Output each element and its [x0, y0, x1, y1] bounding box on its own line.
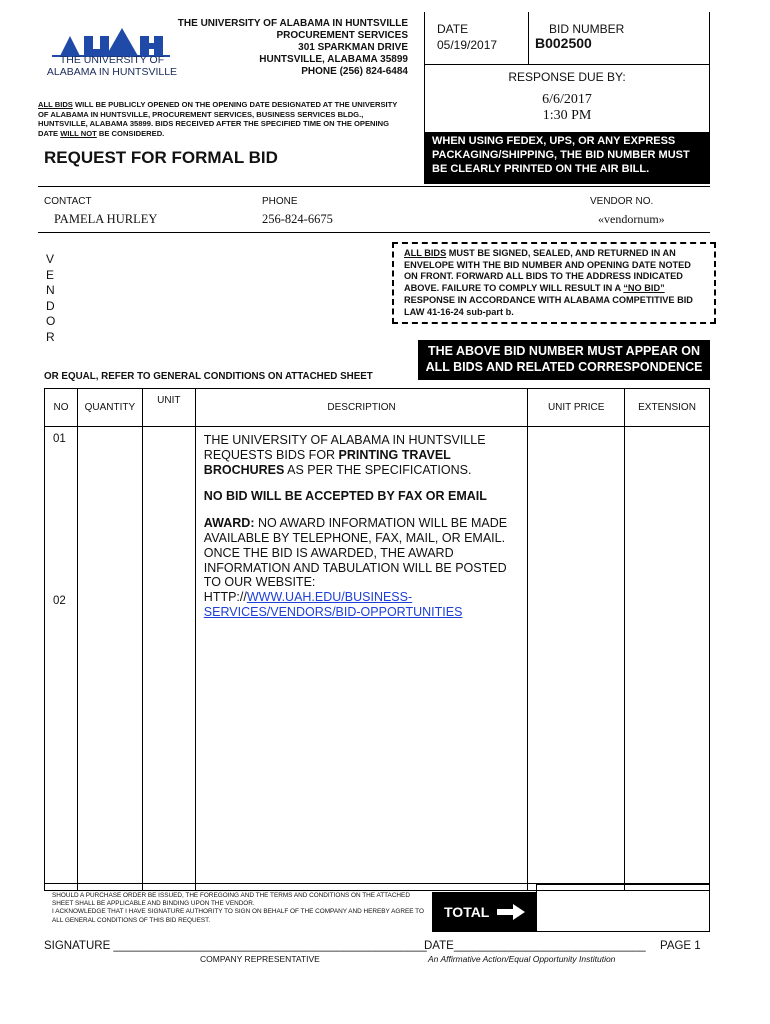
sealed-no-bid: “NO BID” — [623, 283, 665, 294]
col-header-quantity: QUANTITY — [77, 389, 142, 427]
notice-all-bids: ALL BIDS — [38, 100, 73, 109]
vendor-letter: O — [46, 314, 56, 328]
bid-opportunities-link[interactable]: WWW.UAH.EDU/BUSINESS-SERVICES/VENDORS/BID-OPPORTUNITIES — [203, 590, 463, 619]
signature-line[interactable]: SIGNATURE _________________________________________________ — [44, 940, 427, 952]
arrow-right-icon — [497, 904, 525, 920]
total-amount-field[interactable] — [536, 884, 710, 932]
bid-number-label: BID NUMBER — [549, 22, 625, 36]
logo-text — [42, 54, 182, 78]
extension-cell[interactable] — [625, 427, 710, 891]
acknowledgement-text: I ACKNOWLEDGE THAT I HAVE SIGNATURE AUTHORITY TO SIGN ON BEHALF OF THE COMPANY AND HEREBY AGREE TO ALL GENERAL CONDITIONS OF THIS BID REQUEST. — [52, 908, 424, 924]
unit-price-cell[interactable] — [528, 427, 625, 891]
vendor-no-label: VENDOR NO. — [590, 196, 654, 207]
logo-line-1: THE UNIVERSITY OF — [59, 54, 165, 66]
no-fax-notice: NO BID WILL BE ACCEPTED BY FAX OR EMAIL — [203, 489, 487, 504]
contact-name: PAMELA HURLEY — [54, 212, 158, 226]
or-equal-note: OR EQUAL, REFER TO GENERAL CONDITIONS ON ATTACHED SHEET — [44, 371, 373, 382]
address-line: 301 SPARKMAN DRIVE — [298, 42, 408, 53]
unit-cell[interactable] — [142, 427, 195, 891]
date-bid-box — [424, 12, 710, 65]
notice-will-not: WILL NOT — [60, 128, 97, 138]
response-due-date: 6/6/2017 — [542, 92, 592, 107]
award-info — [204, 516, 520, 620]
institution-address — [172, 18, 408, 78]
award-label: AWARD: — [203, 516, 255, 531]
divider — [38, 186, 710, 187]
total-label-box — [432, 892, 536, 932]
address-line: PROCUREMENT SERVICES — [276, 30, 408, 41]
url-prefix: HTTP:// — [203, 590, 247, 605]
page-number: PAGE 1 — [660, 940, 701, 952]
vendor-number: «vendornum» — [598, 212, 665, 226]
vendor-vertical-label — [46, 252, 66, 345]
sealed-bid-notice — [392, 242, 716, 324]
vendor-letter: D — [46, 298, 55, 313]
col-header-no: NO — [45, 389, 78, 427]
divider — [38, 232, 710, 233]
contact-phone: 256-824-6675 — [262, 212, 333, 226]
eeo-statement: An Affirmative Action/Equal Opportunity Institution — [428, 954, 616, 964]
intro-bold: PRINTING TRAVEL BROCHURES — [203, 447, 451, 477]
sealed-tail: RESPONSE IN ACCORDANCE WITH ALABAMA COMPETITIVE BID LAW 41-16-24 sub-part b. — [404, 294, 693, 317]
address-line: THE UNIVERSITY OF ALABAMA IN HUNTSVILLE — [177, 18, 408, 29]
vendor-letter: V — [46, 252, 55, 266]
response-due-label: RESPONSE DUE BY: — [508, 70, 626, 84]
description-intro — [204, 433, 520, 477]
date-line[interactable]: DATE______________________________ — [424, 940, 646, 952]
address-line: PHONE (256) 824-6484 — [301, 66, 408, 77]
address-line: HUNTSVILLE, ALABAMA 35899 — [259, 54, 408, 65]
col-header-unit: UNIT — [142, 389, 195, 427]
vendor-letter: R — [46, 329, 55, 344]
item-number-cell — [45, 427, 78, 891]
footer-terms — [52, 892, 424, 925]
vendor-letter: E — [46, 267, 55, 282]
col-header-unit-price: UNIT PRICE — [528, 389, 625, 427]
notice-tail: BE CONSIDERED. — [96, 128, 165, 138]
col-header-extension: EXTENSION — [625, 389, 710, 427]
logo-line-2: ALABAMA IN HUNTSVILLE — [46, 66, 178, 78]
intro-text: THE UNIVERSITY OF ALABAMA IN HUNTSVILLE REQUESTS BIDS FOR — [203, 433, 486, 462]
item-number: 01 — [53, 433, 66, 445]
description-cell — [195, 427, 528, 891]
vendor-letter: N — [46, 283, 55, 297]
sealed-all-bids: ALL BIDS — [404, 248, 447, 258]
response-due-time: 1:30 PM — [542, 108, 592, 123]
date-value: 05/19/2017 — [437, 38, 498, 52]
items-table — [44, 388, 710, 891]
response-due-box — [424, 64, 710, 132]
po-terms-text: SHOULD A PURCHASE ORDER BE ISSUED, THE FOREGOING AND THE TERMS AND CONDITIONS ON THE ATTACHED SHEET SHALL BE APPLICABLE AND BINDING UPON THE VENDOR. — [52, 892, 410, 908]
company-representative-label: COMPANY REPRESENTATIVE — [200, 954, 320, 964]
express-shipping-notice: WHEN USING FEDEX, UPS, OR ANY EXPRESS PACKAGING/SHIPPING, THE BID NUMBER MUST BE CLEARLY PRINTED ON THE AIR BILL. — [424, 132, 710, 184]
bid-number-notice: THE ABOVE BID NUMBER MUST APPEAR ON ALL BIDS AND RELATED CORRESPONDENCE — [418, 340, 710, 380]
phone-label: PHONE — [262, 196, 298, 207]
sealed-body: MUST BE SIGNED, SEALED, AND RETURNED IN AN ENVELOPE WITH THE BID NUMBER AND OPENING DATE NOTED ON FRONT. FORWARD ALL BIDS TO THE ADDRESS INDICATED ABOVE. FAILURE TO COMPLY WILL RESULT IN A — [404, 248, 691, 294]
date-label: DATE — [437, 22, 469, 36]
form-title: REQUEST FOR FORMAL BID — [44, 148, 278, 167]
item-number: 02 — [53, 595, 66, 607]
contact-label: CONTACT — [44, 196, 92, 207]
public-opening-notice — [38, 100, 398, 138]
quantity-cell[interactable] — [77, 427, 142, 891]
total-label: TOTAL — [444, 904, 490, 920]
bid-number: B002500 — [535, 35, 592, 51]
award-text: NO AWARD INFORMATION WILL BE MADE AVAILABLE BY TELEPHONE, FAX, MAIL, OR EMAIL. ONCE THE BID IS AWARDED, THE AWARD INFORMATION AND TABULATION WILL BE POSTED TO OUR WEBSITE: — [203, 516, 508, 590]
notice-body: WILL BE PUBLICLY OPENED ON THE OPENING DATE DESIGNATED AT THE UNIVERSITY OF ALABAMA IN HUNTSVILLE, PROCUREMENT SERVICES, BUSINESS SERVICES BLDG., HUNTSVILLE, ALABAMA 35899. BIDS RECEIVED AFTER THE SPECIFIED TIME ON THE OPENING DATE — [38, 100, 398, 138]
intro-tail: AS PER THE SPECIFICATIONS. — [284, 462, 472, 477]
col-header-description: DESCRIPTION — [195, 389, 528, 427]
